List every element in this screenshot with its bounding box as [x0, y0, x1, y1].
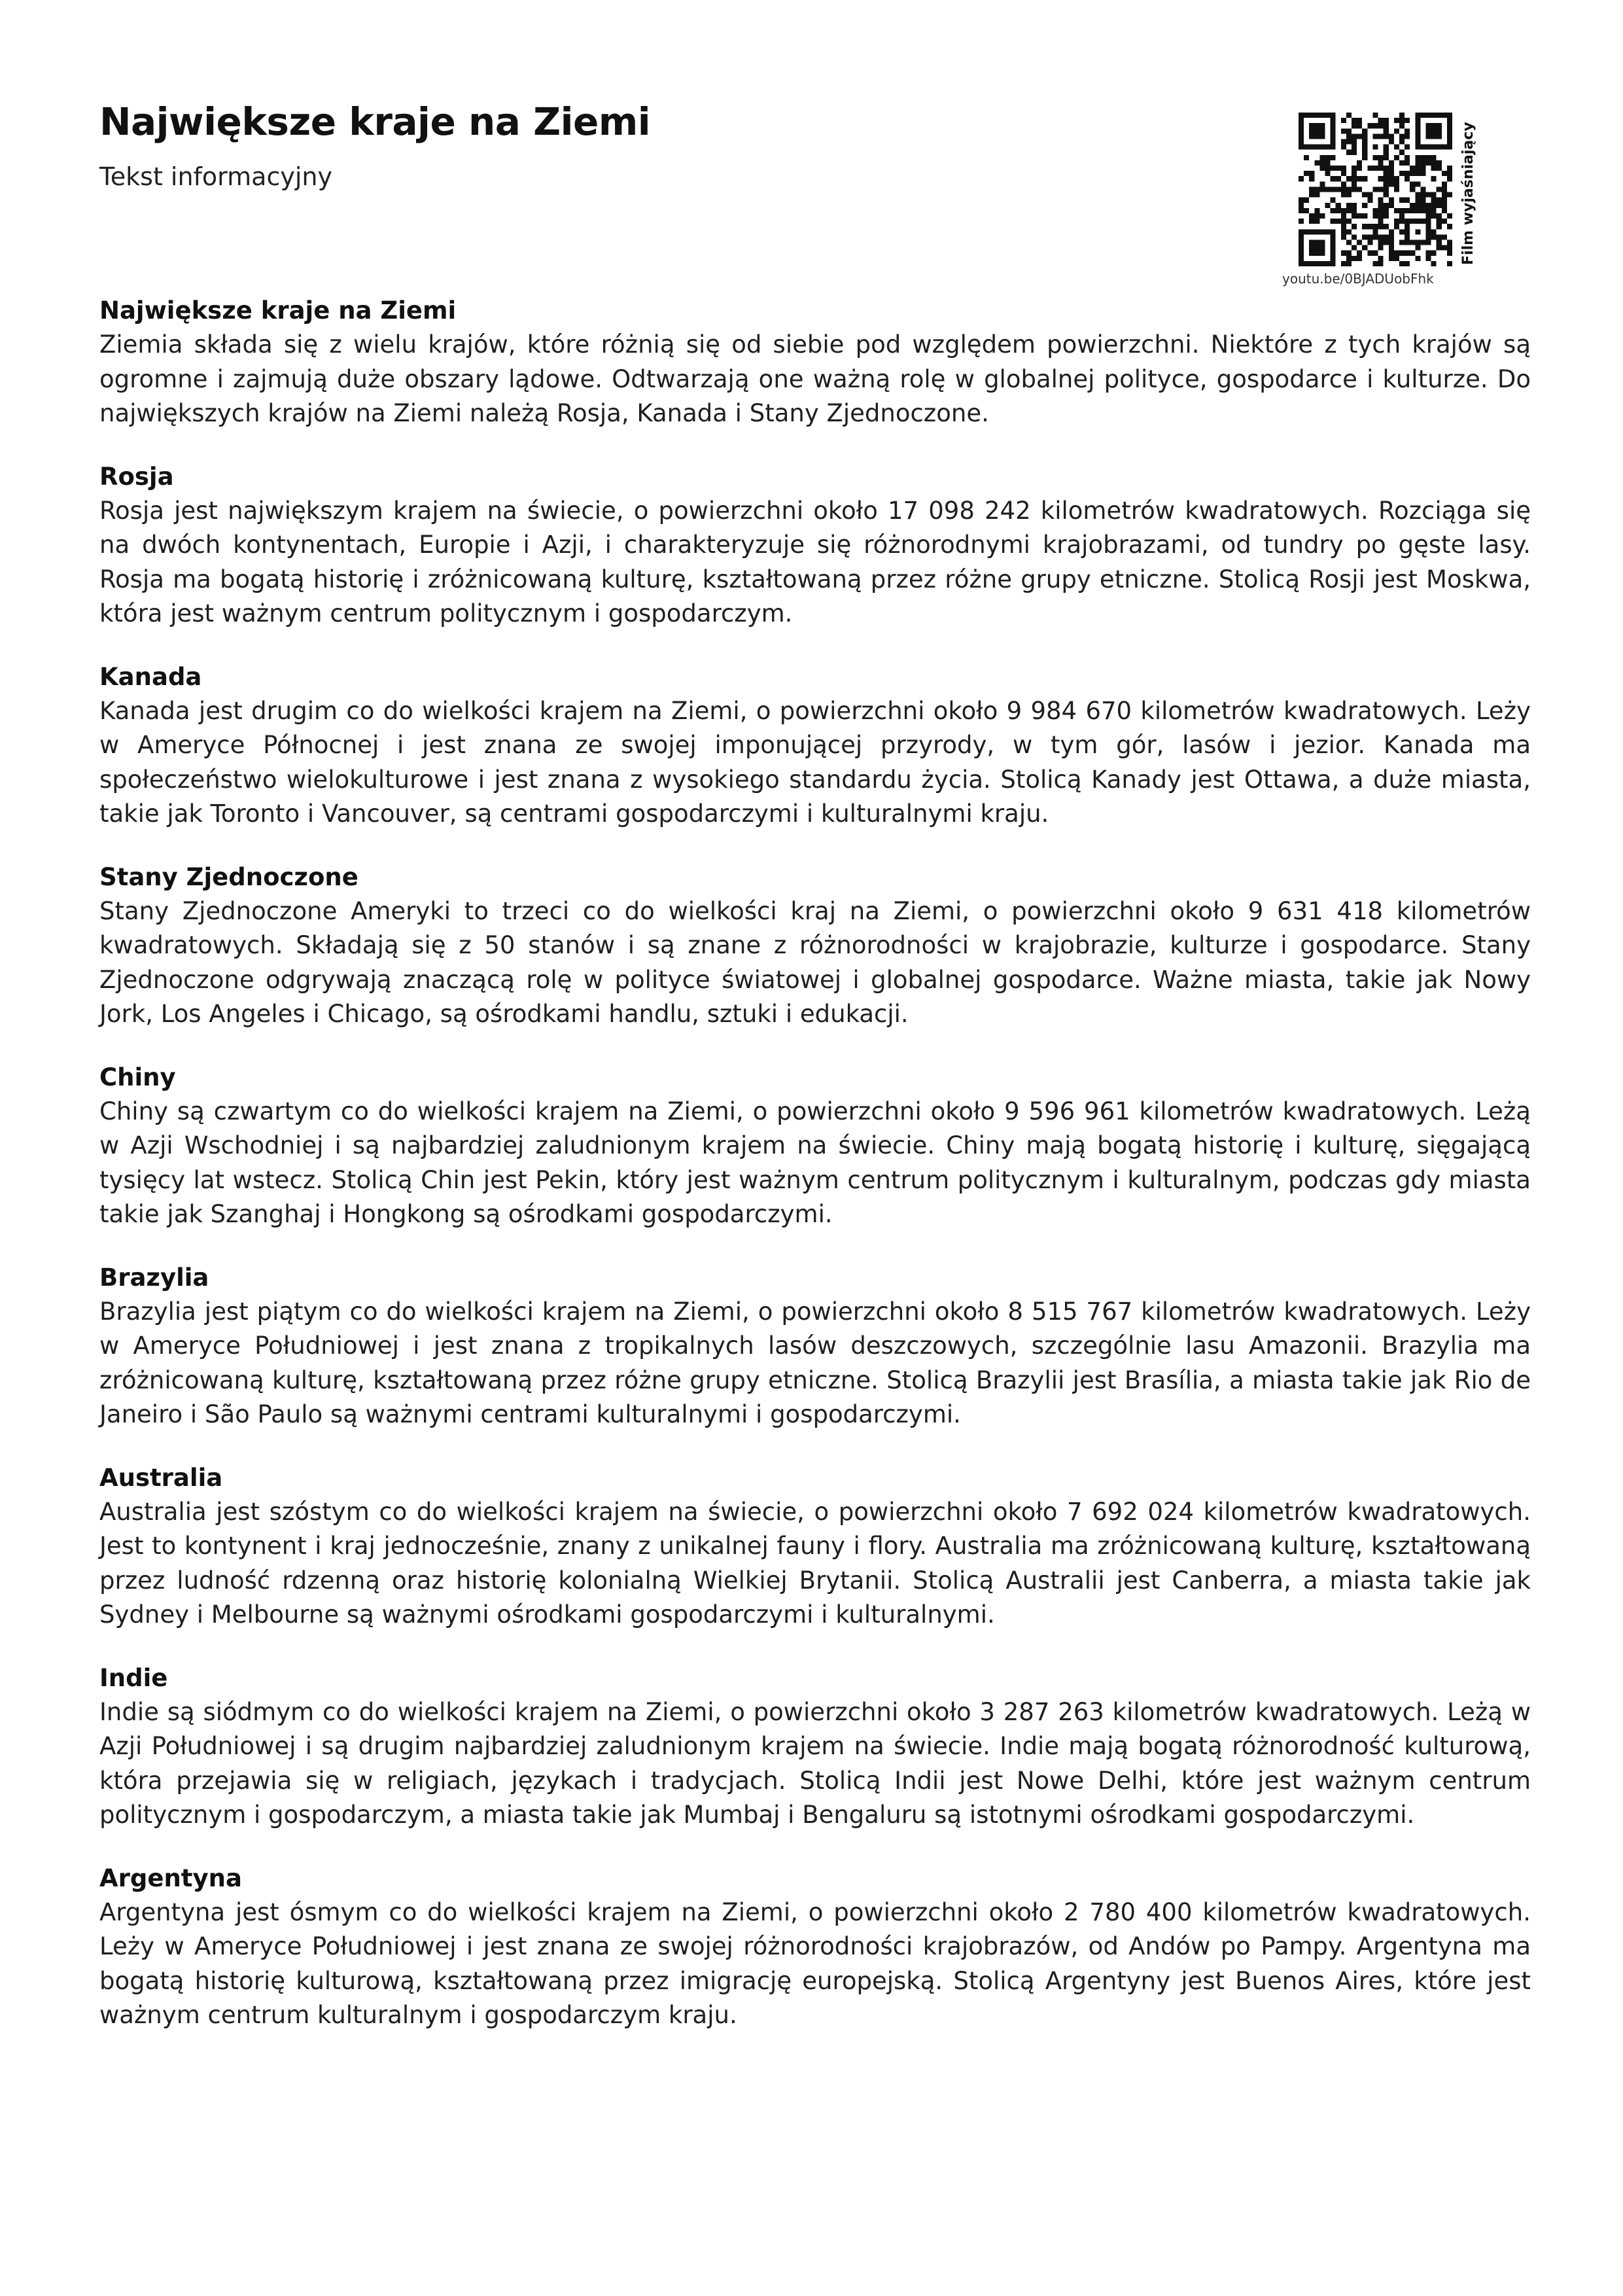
section-russia: [99, 459, 1531, 631]
section-heading: Australia: [99, 1463, 223, 1492]
article: [99, 293, 1531, 2061]
video-link[interactable]: youtu.be/0BJADUobFhk: [1282, 271, 1434, 287]
section-body: Rosja jest największym krajem na świecie, o powierzchni około 17 098 242 kilometrów kwadratowych. Rozciąga się na dwóch kontynentach, Europie i Azji, i charakteryzuje się różnorodnymi krajobrazami, od tundry po gęste lasy. Rosja ma bogatą historię i zróżnicowaną kulturę, kształtowaną przez różne grupy etniczne. Stolicą Rosji jest Moskwa, która jest ważnym centrum politycznym i gospodarczym.: [99, 496, 1531, 627]
page-title: Największe kraje na Ziemi: [99, 99, 651, 144]
section-body: Brazylia jest piątym co do wielkości krajem na Ziemi, o powierzchni około 8 515 767 kilometrów kwadratowych. Leży w Ameryce Południowej i jest znana z tropikalnych lasów deszczowych, szczególnie lasu Amazonii. Brazylia ma zróżnicowaną kulturę, kształtowaną przez różne grupy etniczne. Stolicą Brazylii jest Brasília, a miasta takie jak Rio de Janeiro i São Paulo są ważnymi centrami kulturalnymi i gospodarczymi.: [99, 1297, 1531, 1428]
video-caption-text: Film wyjaśniający: [1460, 122, 1476, 265]
section-india: [99, 1661, 1531, 1833]
section-body: Kanada jest drugim co do wielkości krajem na Ziemi, o powierzchni około 9 984 670 kilometrów kwadratowych. Leży w Ameryce Północnej i jest znana ze swojej imponującej przyrody, w tym gór, lasów i jezior. Kanada ma społeczeństwo wielokulturowe i jest znana z wysokiego standardu życia. Stolicą Kanady jest Ottawa, a duże miasta, takie jak Toronto i Vancouver, są centrami gospodarczymi i kulturalnymi kraju.: [99, 696, 1531, 828]
section-china: [99, 1060, 1531, 1232]
video-caption: [1451, 118, 1490, 268]
section-body: Argentyna jest ósmym co do wielkości krajem na Ziemi, o powierzchni około 2 780 400 kilometrów kwadratowych. Leży w Ameryce Południowej i jest znana ze swojej różnorodności krajobrazów, od Andów po Pampy. Argentyna ma bogatą historię kulturową, kształtowaną przez imigrację europejską. Stolicą Argentyny jest Buenos Aires, które jest ważnym centrum kulturalnym i gospodarczym kraju.: [99, 1898, 1531, 2029]
section-heading: Kanada: [99, 662, 202, 691]
section-body: Ziemia składa się z wielu krajów, które różnią się od siebie pod względem powierzchni. Niektóre z tych krajów są ogromne i zajmują duże obszary lądowe. Odtwarzają one ważną rolę w globalnej polityce, gospodarce i kulturze. Do największych krajów na Ziemi należą Rosja, Kanada i Stany Zjednoczone.: [99, 330, 1531, 427]
section-heading: Chiny: [99, 1063, 176, 1091]
section-heading: Stany Zjednoczone: [99, 862, 358, 891]
section-heading: Brazylia: [99, 1263, 209, 1292]
section-body: Chiny są czwartym co do wielkości krajem na Ziemi, o powierzchni około 9 596 961 kilometrów kwadratowych. Leżą w Azji Wschodniej i są najbardziej zaludnionym krajem na świecie. Chiny mają bogatą historię i kulturę, sięgającą tysięcy lat wstecz. Stolicą Chin jest Pekin, który jest ważnym centrum politycznym i kulturalnym, podczas gdy miasta takie jak Szanghaj i Hongkong są ośrodkami gospodarczymi.: [99, 1097, 1531, 1228]
section-heading: Rosja: [99, 462, 174, 491]
section-brazil: [99, 1260, 1531, 1432]
section-heading: Indie: [99, 1663, 168, 1692]
section-intro: [99, 293, 1531, 431]
section-body: Indie są siódmym co do wielkości krajem na Ziemi, o powierzchni około 3 287 263 kilometrów kwadratowych. Leżą w Azji Południowej i są drugim najbardziej zaludnionym krajem na świecie. Indie mają bogatą różnorodność kulturową, która przejawia się w religiach, językach i tradycjach. Stolicą Indii jest Nowe Delhi, które jest ważnym centrum politycznym i gospodarczym, a miasta takie jak Mumbaj i Bengaluru są istotnymi ośrodkami gospodarczymi.: [99, 1697, 1531, 1829]
section-canada: [99, 660, 1531, 832]
section-argentina: [99, 1861, 1531, 2033]
section-heading: Argentyna: [99, 1863, 242, 1892]
page-subtitle: Tekst informacyjny: [99, 162, 332, 191]
qr-code-icon[interactable]: [1299, 113, 1452, 266]
section-body: Stany Zjednoczone Ameryki to trzeci co do wielkości kraj na Ziemi, o powierzchni około 9 631 418 kilometrów kwadratowych. Składają się z 50 stanów i są znane z różnorodności w krajobrazie, kulturze i gospodarce. Stany Zjednoczone odgrywają znaczącą rolę w polityce światowej i globalnej gospodarce. Ważne miasta, takie jak Nowy Jork, Los Angeles i Chicago, są ośrodkami handlu, sztuki i edukacji.: [99, 896, 1531, 1028]
section-heading: Największe kraje na Ziemi: [99, 296, 457, 325]
section-usa: [99, 860, 1531, 1032]
section-australia: [99, 1460, 1531, 1633]
section-body: Australia jest szóstym co do wielkości krajem na świecie, o powierzchni około 7 692 024 kilometrów kwadratowych. Jest to kontynent i kraj jednocześnie, znany z unikalnej fauny i flory. Australia ma zróżnicowaną kulturę, kształtowaną przez ludność rdzenną oraz historię kolonialną Wielkiej Brytanii. Stolicą Australii jest Canberra, a miasta takie jak Sydney i Melbourne są ważnymi ośrodkami gospodarczymi i kulturalnymi.: [99, 1497, 1531, 1629]
